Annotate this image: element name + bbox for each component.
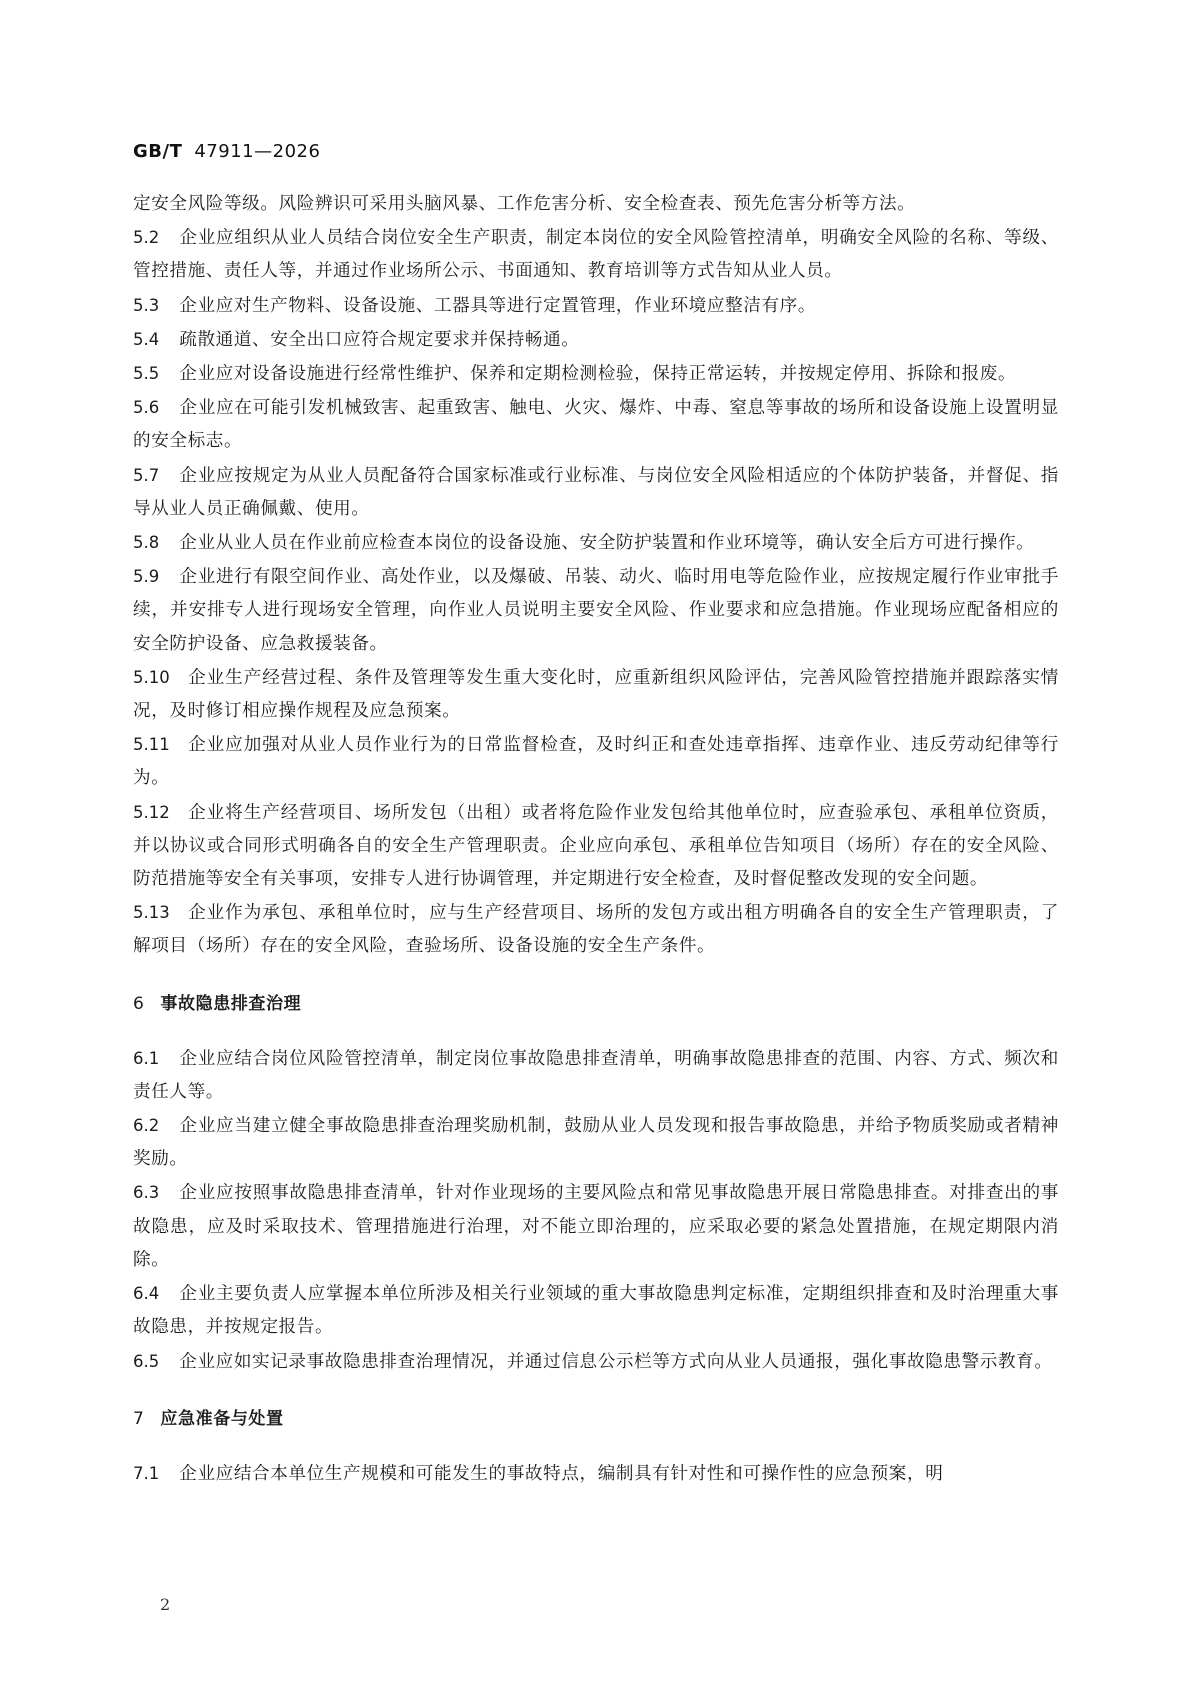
clause-5-5 [133, 357, 1059, 391]
clause-5-13 [133, 896, 1059, 963]
clause-6-2 [133, 1109, 1059, 1176]
page-number: 2 [160, 1595, 171, 1614]
clause-text: 企业生产经营过程、条件及管理等发生重大变化时，应重新组织风险评估，完善风险管控措施并跟踪落实情况，及时修订相应操作规程及应急预案。 [133, 667, 1059, 722]
clause-number: 7.1 [133, 1463, 160, 1483]
clause-7-1 [133, 1457, 1059, 1491]
clause-text: 企业进行有限空间作业、高处作业，以及爆破、吊装、动火、临时用电等危险作业，应按规定履行作业审批手续，并安排专人进行现场安全管理，向作业人员说明主要安全风险、作业要求和应急措施。作业现场应配备相应的安全防护设备、应急救援装备。 [133, 567, 1059, 654]
clause-text: 企业应组织从业人员结合岗位安全生产职责，制定本岗位的安全风险管控清单，明确安全风险的名称、等级、管控措施、责任人等，并通过作业场所公示、书面通知、教育培训等方式告知从业人员。 [133, 228, 1059, 282]
clause-text: 企业应结合本单位生产规模和可能发生的事故特点，编制具有针对性和可操作性的应急预案，明 [179, 1463, 944, 1484]
intro-line: 定安全风险等级。风险辨识可采用头脑风暴、工作危害分析、安全检查表、预先危害分析等方法。 [133, 194, 916, 214]
clause-text: 企业作为承包、承租单位时，应与生产经营项目、场所的发包方或出租方明确各自的安全生产管理职责，了解项目（场所）存在的安全风险，查验场所、设备设施的安全生产条件。 [133, 903, 1059, 957]
clause-number: 5.6 [133, 398, 160, 418]
clause-5-4 [133, 323, 1059, 357]
clause-5-2 [133, 221, 1059, 288]
clause-5-10 [133, 661, 1059, 728]
clause-text: 企业应当建立健全事故隐患排查治理奖励机制，鼓励从业人员发现和报告事故隐患，并给予物质奖励或者精神奖励。 [133, 1116, 1059, 1170]
clause-6-1 [133, 1042, 1059, 1109]
clause-number: 5.9 [133, 567, 160, 587]
clause-number: 5.4 [133, 329, 160, 349]
clause-number: 5.2 [133, 228, 160, 248]
standard-code-header [133, 141, 320, 162]
clause-number: 5.13 [133, 903, 170, 923]
clause-text: 企业从业人员在作业前应检查本岗位的设备设施、安全防护装置和作业环境等，确认安全后方可进行操作。 [179, 533, 1035, 554]
clause-text: 企业应在可能引发机械致害、起重致害、触电、火灾、爆炸、中毒、窒息等事故的场所和设备设施上设置明显的安全标志。 [133, 398, 1059, 452]
clause-text: 企业应按照事故隐患排查清单，针对作业现场的主要风险点和常见事故隐患开展日常隐患排查。对排查出的事故隐患，应及时采取技术、管理措施进行治理，对不能立即治理的，应采取必要的紧急处置措施，在规定期限内消除。 [133, 1183, 1059, 1270]
clause-5-11 [133, 728, 1059, 795]
clause-6-4 [133, 1277, 1059, 1344]
clause-text: 企业应对生产物料、设备设施、工器具等进行定置管理，作业环境应整洁有序。 [179, 295, 817, 316]
clause-number: 6.2 [133, 1116, 160, 1136]
section-number: 7 [133, 1408, 145, 1429]
standard-prefix: GB/T [133, 141, 183, 162]
clause-5-7 [133, 459, 1059, 526]
clause-text: 企业应加强对从业人员作业行为的日常监督检查，及时纠正和查处违章指挥、违章作业、违反劳动纪律等行为。 [133, 735, 1059, 789]
clause-text: 疏散通道、安全出口应符合规定要求并保持畅通。 [179, 329, 580, 350]
clause-text: 企业应按规定为从业人员配备符合国家标准或行业标准、与岗位安全风险相适应的个体防护装备，并督促、指导从业人员正确佩戴、使用。 [133, 465, 1059, 519]
section-title-text: 应急准备与处置 [160, 1408, 284, 1429]
clause-5-6 [133, 391, 1059, 458]
clause-text: 企业应如实记录事故隐患排查治理情况，并通过信息公示栏等方式向从业人员通报，强化事故隐患警示教育。 [179, 1351, 1053, 1372]
clause-5-3 [133, 289, 1059, 323]
clause-number: 5.12 [133, 802, 170, 822]
clause-number: 6.3 [133, 1183, 160, 1203]
clause-number: 5.8 [133, 533, 160, 553]
clause-text: 企业将生产经营项目、场所发包（出租）或者将危险作业发包给其他单位时，应查验承包、承租单位资质，并以协议或合同形式明确各自的安全生产管理职责。企业应向承包、承租单位告知项目（场所）存在的安全风险、防范措施等安全有关事项，安排专人进行协调管理，并定期进行安全检查，及时督促整改发现的安全问题。 [133, 802, 1059, 890]
section-title-text: 事故隐患排查治理 [160, 993, 302, 1014]
section-heading-6 [133, 986, 1059, 1022]
clause-number: 6.4 [133, 1284, 160, 1304]
clause-6-3 [133, 1176, 1059, 1277]
clause-5-8 [133, 526, 1059, 560]
clause-number: 5.3 [133, 295, 160, 315]
clause-number: 5.7 [133, 465, 160, 485]
clause-5-12 [133, 796, 1059, 897]
clause-6-5 [133, 1345, 1059, 1379]
clause-number: 6.5 [133, 1351, 160, 1371]
section-number: 6 [133, 993, 145, 1014]
clause-text: 企业主要负责人应掌握本单位所涉及相关行业领域的重大事故隐患判定标准，定期组织排查和及时治理重大事故隐患，并按规定报告。 [133, 1284, 1059, 1338]
clause-text: 企业应对设备设施进行经常性维护、保养和定期检测检验，保持正常运转，并按规定停用、拆除和报废。 [179, 364, 1017, 385]
clause-number: 5.5 [133, 364, 160, 384]
clause-number: 5.11 [133, 735, 170, 755]
document-body [133, 188, 1059, 1491]
clause-number: 6.1 [133, 1048, 160, 1068]
clause-number: 5.10 [133, 667, 170, 687]
standard-number: 47911—2026 [194, 141, 321, 162]
clause-text: 企业应结合岗位风险管控清单，制定岗位事故隐患排查清单，明确事故隐患排查的范围、内容、方式、频次和责任人等。 [133, 1048, 1059, 1102]
section-heading-7 [133, 1401, 1059, 1437]
clause-5-9 [133, 560, 1059, 661]
